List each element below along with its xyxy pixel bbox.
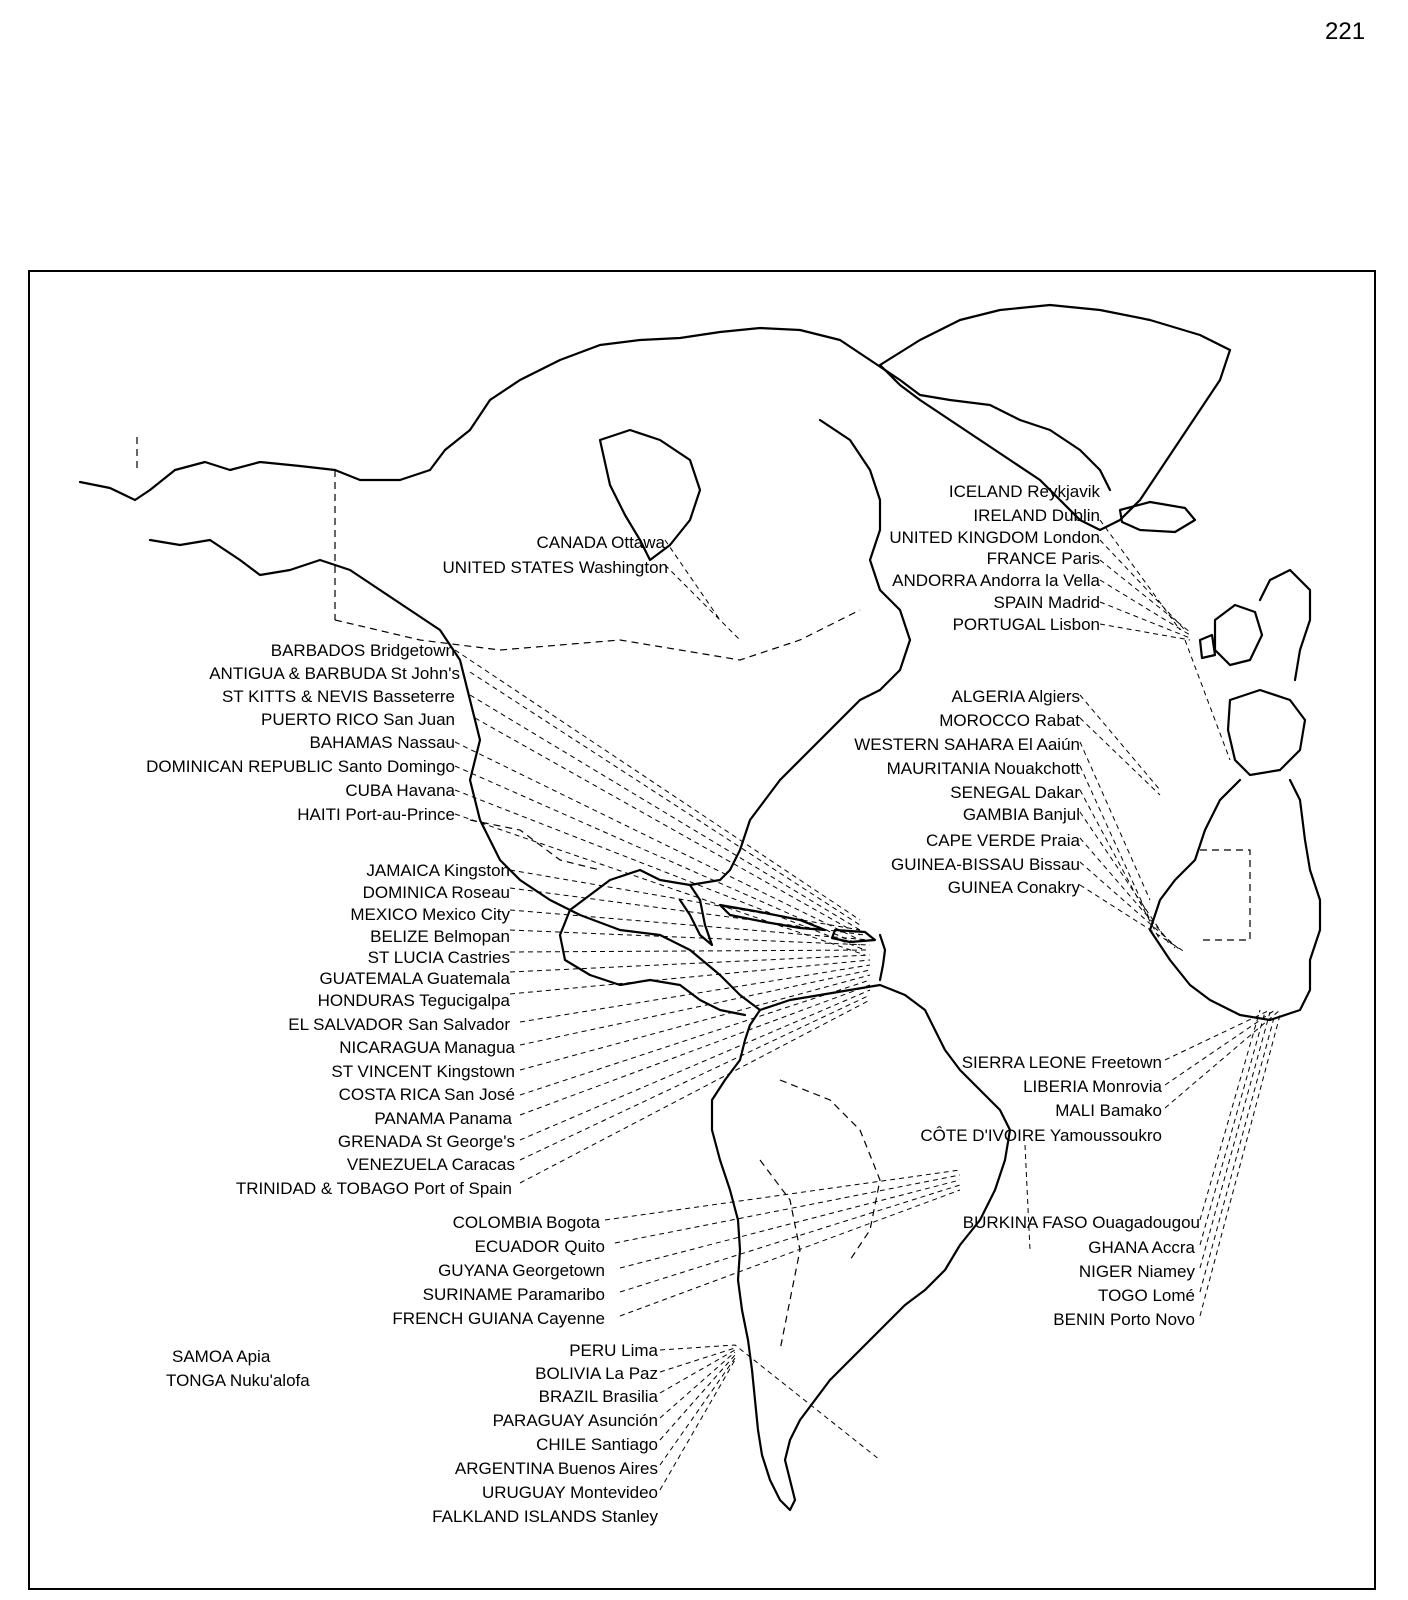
label-st-lucia: ST LUCIA Castries <box>367 948 510 967</box>
label-united-kingdom: UNITED KINGDOM London <box>889 528 1100 547</box>
label-mauritania: MAURITANIA Nouakchott <box>886 759 1080 778</box>
andes-border <box>760 1160 800 1350</box>
label-argentina: ARGENTINA Buenos Aires <box>454 1459 658 1478</box>
label-algeria: ALGERIA Algiers <box>951 687 1080 706</box>
label-cote-divoire: CÔTE D'IVOIRE Yamoussoukro <box>920 1126 1162 1145</box>
label-sierra-leone: SIERRA LEONE Freetown <box>961 1053 1162 1072</box>
label-panama: PANAMA Panama <box>374 1109 512 1128</box>
label-venezuela: VENEZUELA Caracas <box>346 1155 515 1174</box>
africa-coastline <box>1150 780 1320 1020</box>
label-dominica: DOMINICA Roseau <box>362 883 510 902</box>
label-ghana: GHANA Accra <box>1088 1238 1195 1257</box>
label-grenada: GRENADA St George's <box>337 1132 515 1151</box>
label-suriname: SURINAME Paramaribo <box>422 1285 605 1304</box>
label-haiti: HAITI Port-au-Prince <box>297 805 455 824</box>
label-portugal: PORTUGAL Lisbon <box>952 615 1100 634</box>
leader-central-america <box>510 870 870 994</box>
label-falkland-islands: FALKLAND ISLANDS Stanley <box>432 1507 658 1526</box>
label-puerto-rico: PUERTO RICO San Juan <box>260 710 455 729</box>
gulf-coastline <box>560 870 745 1015</box>
label-honduras: HONDURAS Tegucigalpa <box>317 991 510 1010</box>
label-peru: PERU Lima <box>569 1341 658 1360</box>
mali-border <box>1200 850 1250 940</box>
label-iceland: ICELAND Reykjavik <box>948 482 1100 501</box>
label-spain: SPAIN Madrid <box>993 593 1100 612</box>
label-benin: BENIN Porto Novo <box>1053 1310 1195 1329</box>
label-gambia: GAMBIA Banjul <box>962 805 1080 824</box>
label-senegal: SENEGAL Dakar <box>950 783 1080 802</box>
british-isles <box>1200 605 1262 665</box>
map-labels <box>146 482 1200 1526</box>
label-barbados: BARBADOS Bridgetown <box>270 641 455 660</box>
label-liberia: LIBERIA Monrovia <box>1023 1077 1162 1096</box>
label-france: FRANCE Paris <box>986 549 1100 568</box>
label-nicaragua: NICARAGUA Managua <box>339 1038 515 1057</box>
label-jamaica: JAMAICA Kingston <box>366 861 510 880</box>
label-samoa: SAMOA Apia <box>172 1347 271 1366</box>
label-bahamas: BAHAMAS Nassau <box>309 733 455 752</box>
label-brazil: BRAZIL Brasilia <box>538 1387 658 1406</box>
label-chile: CHILE Santiago <box>536 1435 658 1454</box>
label-cuba: CUBA Havana <box>345 781 455 800</box>
page-number: 221 <box>1325 18 1366 45</box>
label-western-sahara: WESTERN SAHARA El Aaiún <box>854 735 1080 754</box>
leader-caribbean-cluster <box>455 650 865 955</box>
leader-northwest-africa <box>1080 695 1185 952</box>
label-belize: BELIZE Belmopan <box>370 927 510 946</box>
leader-south-america-south <box>660 1345 880 1490</box>
label-paraguay: PARAGUAY Asunción <box>492 1411 658 1430</box>
label-antigua-barbuda: ANTIGUA & BARBUDA St John's <box>209 664 460 683</box>
label-morocco: MOROCCO Rabat <box>939 711 1080 730</box>
leader-gulf-of-guinea <box>1200 1010 1280 1316</box>
leader-north-america <box>665 540 740 640</box>
label-togo: TOGO Lomé <box>1098 1286 1195 1305</box>
label-guinea-bissau: GUINEA-BISSAU Bissau <box>891 855 1080 874</box>
leader-europe <box>1100 520 1230 760</box>
label-mexico: MEXICO Mexico City <box>350 905 510 924</box>
label-niger: NIGER Niamey <box>1078 1262 1195 1281</box>
label-andorra: ANDORRA Andorra la Vella <box>892 571 1100 590</box>
europe-coastline <box>1260 570 1310 680</box>
label-dominican-republic: DOMINICAN REPUBLIC Santo Domingo <box>146 757 455 776</box>
label-costa-rica: COSTA RICA San José <box>338 1085 515 1104</box>
label-united-states: UNITED STATES Washington <box>442 558 668 577</box>
label-guatemala: GUATEMALA Guatemala <box>319 969 510 988</box>
label-guinea: GUINEA Conakry <box>947 878 1080 897</box>
florida-coastline <box>680 885 712 945</box>
label-guyana: GUYANA Georgetown <box>438 1261 605 1280</box>
leader-central-america-south <box>520 965 870 1183</box>
alaska-coastline <box>80 328 1110 500</box>
label-colombia: COLOMBIA Bogota <box>452 1213 600 1232</box>
label-french-guiana: FRENCH GUIANA Cayenne <box>392 1309 605 1328</box>
leader-south-america-north <box>605 1170 960 1316</box>
label-tonga: TONGA Nuku'alofa <box>166 1371 310 1390</box>
label-uruguay: URUGUAY Montevideo <box>481 1483 658 1502</box>
label-mali: MALI Bamako <box>1055 1101 1162 1120</box>
iceland-island <box>1120 502 1195 532</box>
label-burkina-faso: BURKINA FASO Ouagadougou <box>962 1213 1200 1232</box>
lesser-antilles <box>880 935 885 980</box>
label-ireland: IRELAND Dublin <box>973 506 1100 525</box>
label-el-salvador: EL SALVADOR San Salvador <box>288 1015 510 1034</box>
label-st-vincent: ST VINCENT Kingstown <box>331 1062 515 1081</box>
east-canada-coastline <box>640 420 910 885</box>
label-trinidad-tobago: TRINIDAD & TOBAGO Port of Spain <box>235 1179 512 1198</box>
brazil-border <box>780 1080 880 1260</box>
iberia-coastline <box>1228 690 1305 775</box>
label-bolivia: BOLIVIA La Paz <box>535 1364 658 1383</box>
label-cape-verde: CAPE VERDE Praia <box>926 831 1080 850</box>
label-canada: CANADA Ottawa <box>536 533 665 552</box>
label-st-kitts-nevis: ST KITTS & NEVIS Basseterre <box>221 687 455 706</box>
label-ecuador: ECUADOR Quito <box>474 1237 605 1256</box>
